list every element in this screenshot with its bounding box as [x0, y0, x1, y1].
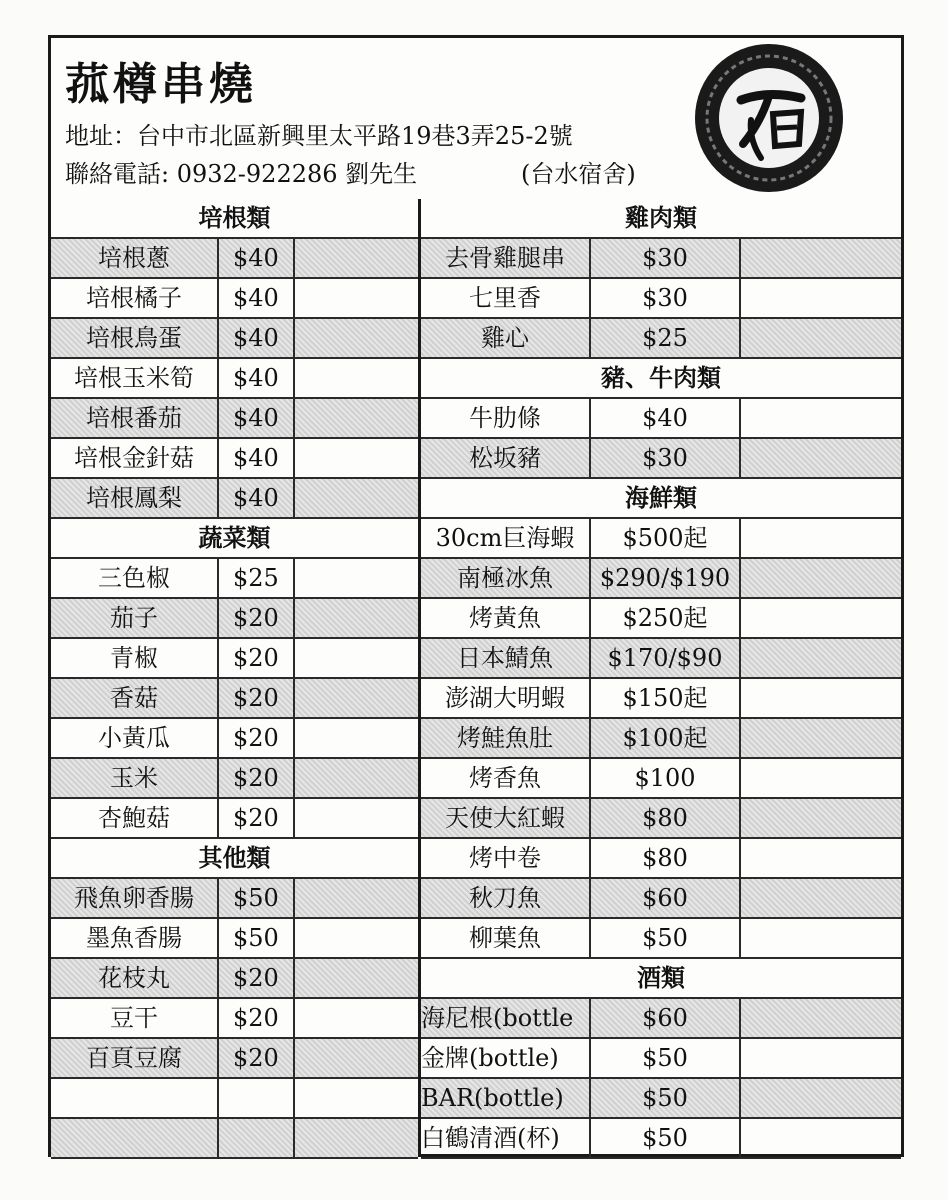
menu-item-name: 培根鳳梨 [51, 479, 219, 517]
menu-item-row [51, 639, 418, 679]
menu-item-row [51, 479, 418, 519]
menu-item-row [421, 759, 901, 799]
menu-item-name: 烤香魚 [421, 759, 591, 797]
menu-item-blank [295, 719, 418, 757]
menu-item-row [51, 1119, 418, 1159]
calligraphy-logo-icon [689, 40, 849, 196]
menu-item-name: 培根鳥蛋 [51, 319, 219, 357]
menu-item-name: 秋刀魚 [421, 879, 591, 917]
menu-item-row [51, 679, 418, 719]
menu-item-price: $40 [219, 479, 295, 517]
menu-item-name: 培根蔥 [51, 239, 219, 277]
menu-item-price: $20 [219, 1039, 295, 1077]
menu-item-name: 小黃瓜 [51, 719, 219, 757]
menu-item-blank [295, 559, 418, 597]
menu-item-blank [295, 239, 418, 277]
menu-item-blank [295, 319, 418, 357]
menu-item-price: $50 [591, 1079, 741, 1117]
menu-item-name: 培根橘子 [51, 279, 219, 317]
menu-item-price: $20 [219, 959, 295, 997]
menu-item-row [421, 1119, 901, 1159]
menu-item-blank [295, 359, 418, 397]
menu-item-blank [295, 759, 418, 797]
menu-item-price: $50 [591, 919, 741, 957]
menu-item-name: 玉米 [51, 759, 219, 797]
menu-item-blank [295, 959, 418, 997]
menu-item-price: $20 [219, 679, 295, 717]
menu-item-blank [295, 479, 418, 517]
menu-item-name: 澎湖大明蝦 [421, 679, 591, 717]
menu-item-row [51, 1079, 418, 1119]
menu-item-row [421, 439, 901, 479]
menu-item-name: BAR(bottle) [421, 1079, 591, 1117]
menu-item-row [51, 599, 418, 639]
menu-item-name: 青椒 [51, 639, 219, 677]
menu-item-name: 雞心 [421, 319, 591, 357]
menu-item-blank [741, 879, 901, 917]
menu-item-name: 香菇 [51, 679, 219, 717]
menu-item-price: $500起 [591, 519, 741, 557]
menu-item-name: 海尼根(bottle [421, 999, 591, 1037]
menu-item-price: $40 [219, 439, 295, 477]
menu-item-name [51, 1119, 219, 1157]
menu-item-row [421, 999, 901, 1039]
menu-item-name: 百頁豆腐 [51, 1039, 219, 1077]
menu-item-price: $30 [591, 439, 741, 477]
menu-item-price: $20 [219, 639, 295, 677]
section-header: 酒類 [421, 959, 901, 999]
menu-item-price: $25 [219, 559, 295, 597]
menu-item-blank [741, 759, 901, 797]
menu-item-price: $40 [219, 279, 295, 317]
menu-item-blank [295, 999, 418, 1037]
menu-item-name: 七里香 [421, 279, 591, 317]
menu-item-blank [295, 1039, 418, 1077]
section-header: 其他類 [51, 839, 418, 879]
menu-item-name: 烤鮭魚肚 [421, 719, 591, 757]
menu-item-price: $30 [591, 279, 741, 317]
menu-item-name: 培根番茄 [51, 399, 219, 437]
menu-item-row [421, 1079, 901, 1119]
menu-item-blank [741, 399, 901, 437]
menu-item-blank [741, 999, 901, 1037]
menu-item-blank [295, 679, 418, 717]
menu-item-row [421, 559, 901, 599]
menu-item-blank [741, 559, 901, 597]
menu-item-name: 三色椒 [51, 559, 219, 597]
menu-item-name: 豆干 [51, 999, 219, 1037]
menu-item-price: $100 [591, 759, 741, 797]
menu-item-price: $50 [219, 919, 295, 957]
menu-item-name: 杏鮑菇 [51, 799, 219, 837]
menu-item-price: $20 [219, 599, 295, 637]
restaurant-name: 菰樽串燒 [65, 59, 257, 110]
menu-item-price: $25 [591, 319, 741, 357]
menu-item-price: $60 [591, 999, 741, 1037]
menu-item-name: 松坂豬 [421, 439, 591, 477]
menu-item-name: 柳葉魚 [421, 919, 591, 957]
menu-item-row [51, 1039, 418, 1079]
menu-item-blank [295, 1119, 418, 1157]
menu-item-price: $20 [219, 799, 295, 837]
menu-item-row [421, 239, 901, 279]
menu-item-price: $20 [219, 759, 295, 797]
menu-item-row [51, 919, 418, 959]
menu-item-name: 南極冰魚 [421, 559, 591, 597]
menu-item-row [421, 1039, 901, 1079]
menu-item-row [421, 919, 901, 959]
menu-item-name: 墨魚香腸 [51, 919, 219, 957]
menu-item-name [51, 1079, 219, 1117]
menu-item-blank [295, 279, 418, 317]
menu-item-blank [741, 839, 901, 877]
menu-item-blank [741, 279, 901, 317]
menu-item-blank [295, 1079, 418, 1117]
menu-item-name: 牛肋條 [421, 399, 591, 437]
menu-item-blank [295, 919, 418, 957]
menu-item-blank [295, 599, 418, 637]
menu-item-price: $80 [591, 799, 741, 837]
menu-item-price: $40 [219, 239, 295, 277]
menu-item-row [421, 279, 901, 319]
menu-item-price [219, 1079, 295, 1117]
menu-item-blank [741, 1079, 901, 1117]
menu-sheet [48, 35, 904, 1157]
menu-item-price: $170/$90 [591, 639, 741, 677]
menu-item-price: $60 [591, 879, 741, 917]
menu-item-name: 烤黃魚 [421, 599, 591, 637]
section-header: 培根類 [51, 199, 418, 239]
menu-header [51, 38, 901, 202]
menu-item-price: $20 [219, 999, 295, 1037]
menu-item-name: 去骨雞腿串 [421, 239, 591, 277]
menu-item-name: 金牌(bottle) [421, 1039, 591, 1077]
menu-item-name: 花枝丸 [51, 959, 219, 997]
menu-item-blank [295, 439, 418, 477]
menu-item-name: 烤中卷 [421, 839, 591, 877]
restaurant-phone: 聯絡電話: 0932-922286 劉先生 [65, 160, 418, 188]
menu-item-blank [741, 599, 901, 637]
menu-item-price: $250起 [591, 599, 741, 637]
menu-item-name: 日本鯖魚 [421, 639, 591, 677]
menu-item-row [421, 799, 901, 839]
menu-item-row [421, 839, 901, 879]
menu-item-name: 培根金針菇 [51, 439, 219, 477]
menu-item-blank [741, 319, 901, 357]
menu-item-blank [295, 639, 418, 677]
menu-item-price: $40 [219, 399, 295, 437]
menu-item-price: $80 [591, 839, 741, 877]
menu-item-price: $40 [219, 319, 295, 357]
menu-item-row [51, 319, 418, 359]
section-header: 雞肉類 [421, 199, 901, 239]
menu-item-price: $30 [591, 239, 741, 277]
menu-item-row [51, 359, 418, 399]
menu-item-row [421, 399, 901, 439]
restaurant-note: (台水宿舍) [521, 160, 636, 188]
menu-item-price: $290/$190 [591, 559, 741, 597]
menu-item-row [421, 519, 901, 559]
menu-item-row [421, 719, 901, 759]
menu-item-price [219, 1119, 295, 1157]
menu-item-price: $40 [219, 359, 295, 397]
menu-item-price: $50 [219, 879, 295, 917]
menu-item-price: $20 [219, 719, 295, 757]
menu-item-blank [741, 239, 901, 277]
menu-item-row [51, 399, 418, 439]
menu-item-price: $40 [591, 399, 741, 437]
menu-item-row [51, 959, 418, 999]
menu-item-price: $100起 [591, 719, 741, 757]
menu-item-price: $150起 [591, 679, 741, 717]
menu-item-row [51, 239, 418, 279]
menu-item-blank [741, 1119, 901, 1157]
menu-item-blank [295, 799, 418, 837]
section-header: 豬、牛肉類 [421, 359, 901, 399]
section-header: 蔬菜類 [51, 519, 418, 559]
menu-item-row [51, 439, 418, 479]
menu-item-blank [295, 399, 418, 437]
menu-item-row [51, 879, 418, 919]
menu-item-price: $50 [591, 1119, 741, 1157]
menu-item-row [51, 559, 418, 599]
menu-item-row [421, 679, 901, 719]
menu-item-row [421, 639, 901, 679]
menu-item-name: 茄子 [51, 599, 219, 637]
menu-item-row [51, 759, 418, 799]
menu-item-row [421, 319, 901, 359]
menu-item-row [51, 999, 418, 1039]
menu-item-name: 白鶴清酒(杯) [421, 1119, 591, 1157]
restaurant-address: 地址：台中市北區新興里太平路19巷3弄25-2號 [65, 122, 573, 150]
menu-item-blank [741, 719, 901, 757]
menu-item-blank [741, 519, 901, 557]
section-header: 海鮮類 [421, 479, 901, 519]
menu-item-row [51, 279, 418, 319]
menu-item-row [421, 879, 901, 919]
menu-item-blank [741, 439, 901, 477]
menu-item-row [51, 719, 418, 759]
menu-item-name: 天使大紅蝦 [421, 799, 591, 837]
menu-item-name: 培根玉米筍 [51, 359, 219, 397]
menu-item-blank [741, 679, 901, 717]
menu-item-price: $50 [591, 1039, 741, 1077]
menu-item-blank [741, 799, 901, 837]
menu-item-blank [295, 879, 418, 917]
menu-item-name: 飛魚卵香腸 [51, 879, 219, 917]
menu-item-row [51, 799, 418, 839]
menu-item-blank [741, 1039, 901, 1077]
menu-item-row [421, 599, 901, 639]
menu-item-name: 30cm巨海蝦 [421, 519, 591, 557]
menu-item-blank [741, 639, 901, 677]
menu-item-blank [741, 919, 901, 957]
